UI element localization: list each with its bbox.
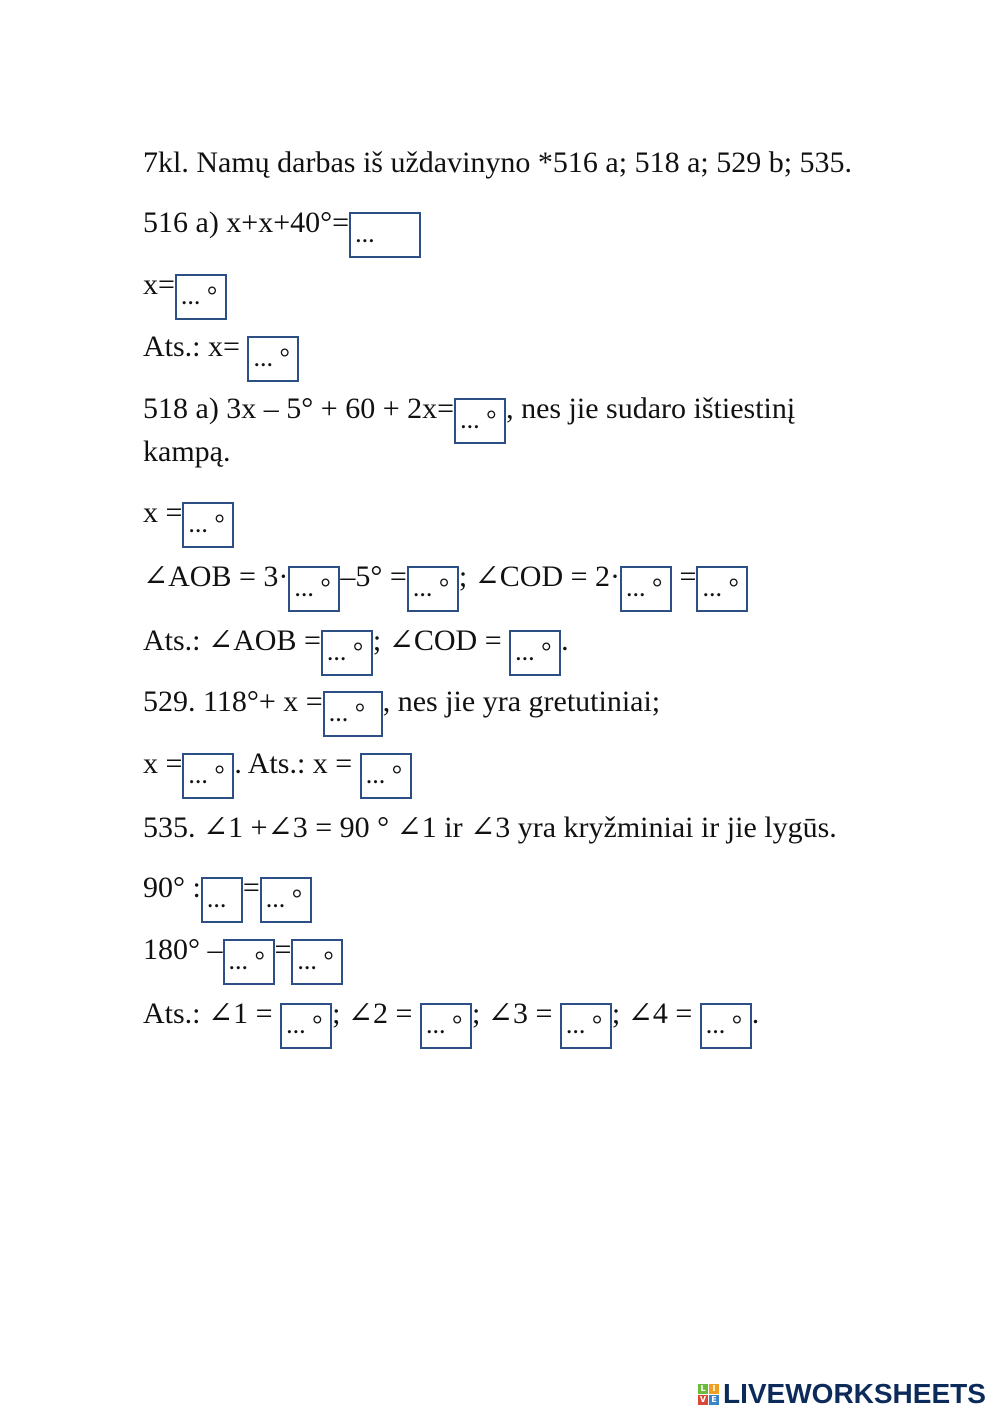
problem-535-line-2 (143, 869, 312, 923)
answer-angle-1-label: Ats.: ∠1 = (143, 997, 273, 1030)
problem-518-line-1 (143, 390, 795, 444)
equation-text: 516 a) x+x+40°= (143, 206, 350, 239)
problem-535-answer (143, 995, 759, 1049)
answer-box-535-quotient[interactable]: ... ° (260, 877, 312, 923)
cod-equals: = (679, 560, 697, 593)
aob-expression: ∠AOB = 3· (143, 560, 289, 593)
answer-box-518-final-cod[interactable]: ... ° (509, 630, 561, 676)
equals-sign: = (242, 871, 260, 904)
answer-box-518-sum[interactable]: ... ° (454, 398, 506, 444)
logo-letter-l: L (698, 1384, 708, 1394)
answer-box-535-subtrahend[interactable]: ... ° (223, 939, 275, 985)
equation-text: 529. 118°+ x = (143, 685, 323, 718)
problem-518-line-1-cont (143, 433, 230, 471)
answer-angle-3-label: ; ∠3 = (471, 997, 553, 1030)
answer-box-529-sum[interactable]: ... ° (323, 691, 383, 737)
answer-box-518-aob-x[interactable]: ... ° (288, 566, 340, 612)
answer-box-529-final[interactable]: ... ° (360, 753, 412, 799)
answer-label: Ats.: x= (143, 330, 240, 363)
logo-letter-e: E (709, 1395, 719, 1405)
answer-box-518-x[interactable]: ... ° (182, 502, 234, 548)
problem-516-line-1 (143, 204, 421, 258)
problem-516-line-2 (143, 266, 227, 320)
equation-suffix-cont: kampą. (143, 435, 231, 468)
equation-text: x = (143, 747, 183, 780)
problem-518-line-2 (143, 494, 234, 548)
answer-box-518-cod-x[interactable]: ... ° (620, 566, 672, 612)
equation-suffix: , nes jie yra gretutiniai; (382, 685, 661, 718)
problem-518-answer (143, 622, 569, 676)
equation-text: x = (143, 496, 183, 529)
answer-box-516-final[interactable]: ... ° (247, 336, 299, 382)
answer-box-518-final-aob[interactable]: ... ° (321, 630, 373, 676)
answer-box-535-divisor[interactable]: ... (201, 877, 243, 923)
equation-suffix: , nes jie sudaro ištiestinį (506, 392, 796, 425)
liveworksheets-logo[interactable] (698, 1378, 986, 1410)
problem-516-answer (143, 328, 299, 382)
answer-box-535-angle-2[interactable]: ... ° (420, 1003, 472, 1049)
logo-letter-v: V (699, 1394, 707, 1404)
problem-535-line-1 (143, 809, 837, 847)
equation-text: 90° : (143, 871, 201, 904)
problem-518-line-3 (143, 558, 748, 612)
answer-cod-label: ; ∠COD = (372, 624, 502, 657)
problem-529-line-2 (143, 745, 412, 799)
equation-text: 535. ∠1 +∠3 = 90 ° ∠1 ir ∠3 yra kryžminiai ir jie lygūs. (143, 811, 837, 844)
answer-box-516-x[interactable]: ... ° (175, 274, 227, 320)
worksheet-title (143, 144, 852, 182)
equals-sign: = (274, 933, 292, 966)
answer-box-535-difference[interactable]: ... ° (291, 939, 343, 985)
answer-end: . (751, 997, 760, 1030)
cod-expression: ; ∠COD = 2· (458, 560, 621, 593)
answer-box-535-angle-3[interactable]: ... ° (560, 1003, 612, 1049)
logo-letter-i: I (709, 1384, 719, 1394)
answer-angle-4-label: ; ∠4 = (611, 997, 693, 1030)
answer-box-529-x[interactable]: ... ° (182, 753, 234, 799)
answer-label: . Ats.: x = (234, 747, 353, 780)
title-text: 7kl. Namų darbas iš uždavinyno *516 a; 518 a; 529 b; 535. (143, 146, 853, 179)
answer-box-518-cod-value[interactable]: ... ° (696, 566, 748, 612)
aob-minus: –5° = (340, 560, 407, 593)
brand-name: LIVEWORKSHEETS (723, 1378, 986, 1409)
equation-text: 518 a) 3x – 5° + 60 + 2x= (143, 392, 455, 425)
liveworksheets-logo-icon (698, 1384, 719, 1405)
problem-529-line-1 (143, 683, 660, 737)
equation-text: 180° – (143, 933, 223, 966)
answer-box-535-angle-4[interactable]: ... ° (700, 1003, 752, 1049)
answer-box-516-sum[interactable]: ... (349, 212, 421, 258)
equation-text: x= (143, 268, 175, 301)
answer-box-535-angle-1[interactable]: ... ° (280, 1003, 332, 1049)
problem-535-line-3 (143, 931, 343, 985)
answer-aob-label: Ats.: ∠AOB = (143, 624, 321, 657)
answer-box-518-aob-value[interactable]: ... ° (407, 566, 459, 612)
answer-angle-2-label: ; ∠2 = (332, 997, 413, 1030)
answer-end: . (561, 624, 569, 657)
